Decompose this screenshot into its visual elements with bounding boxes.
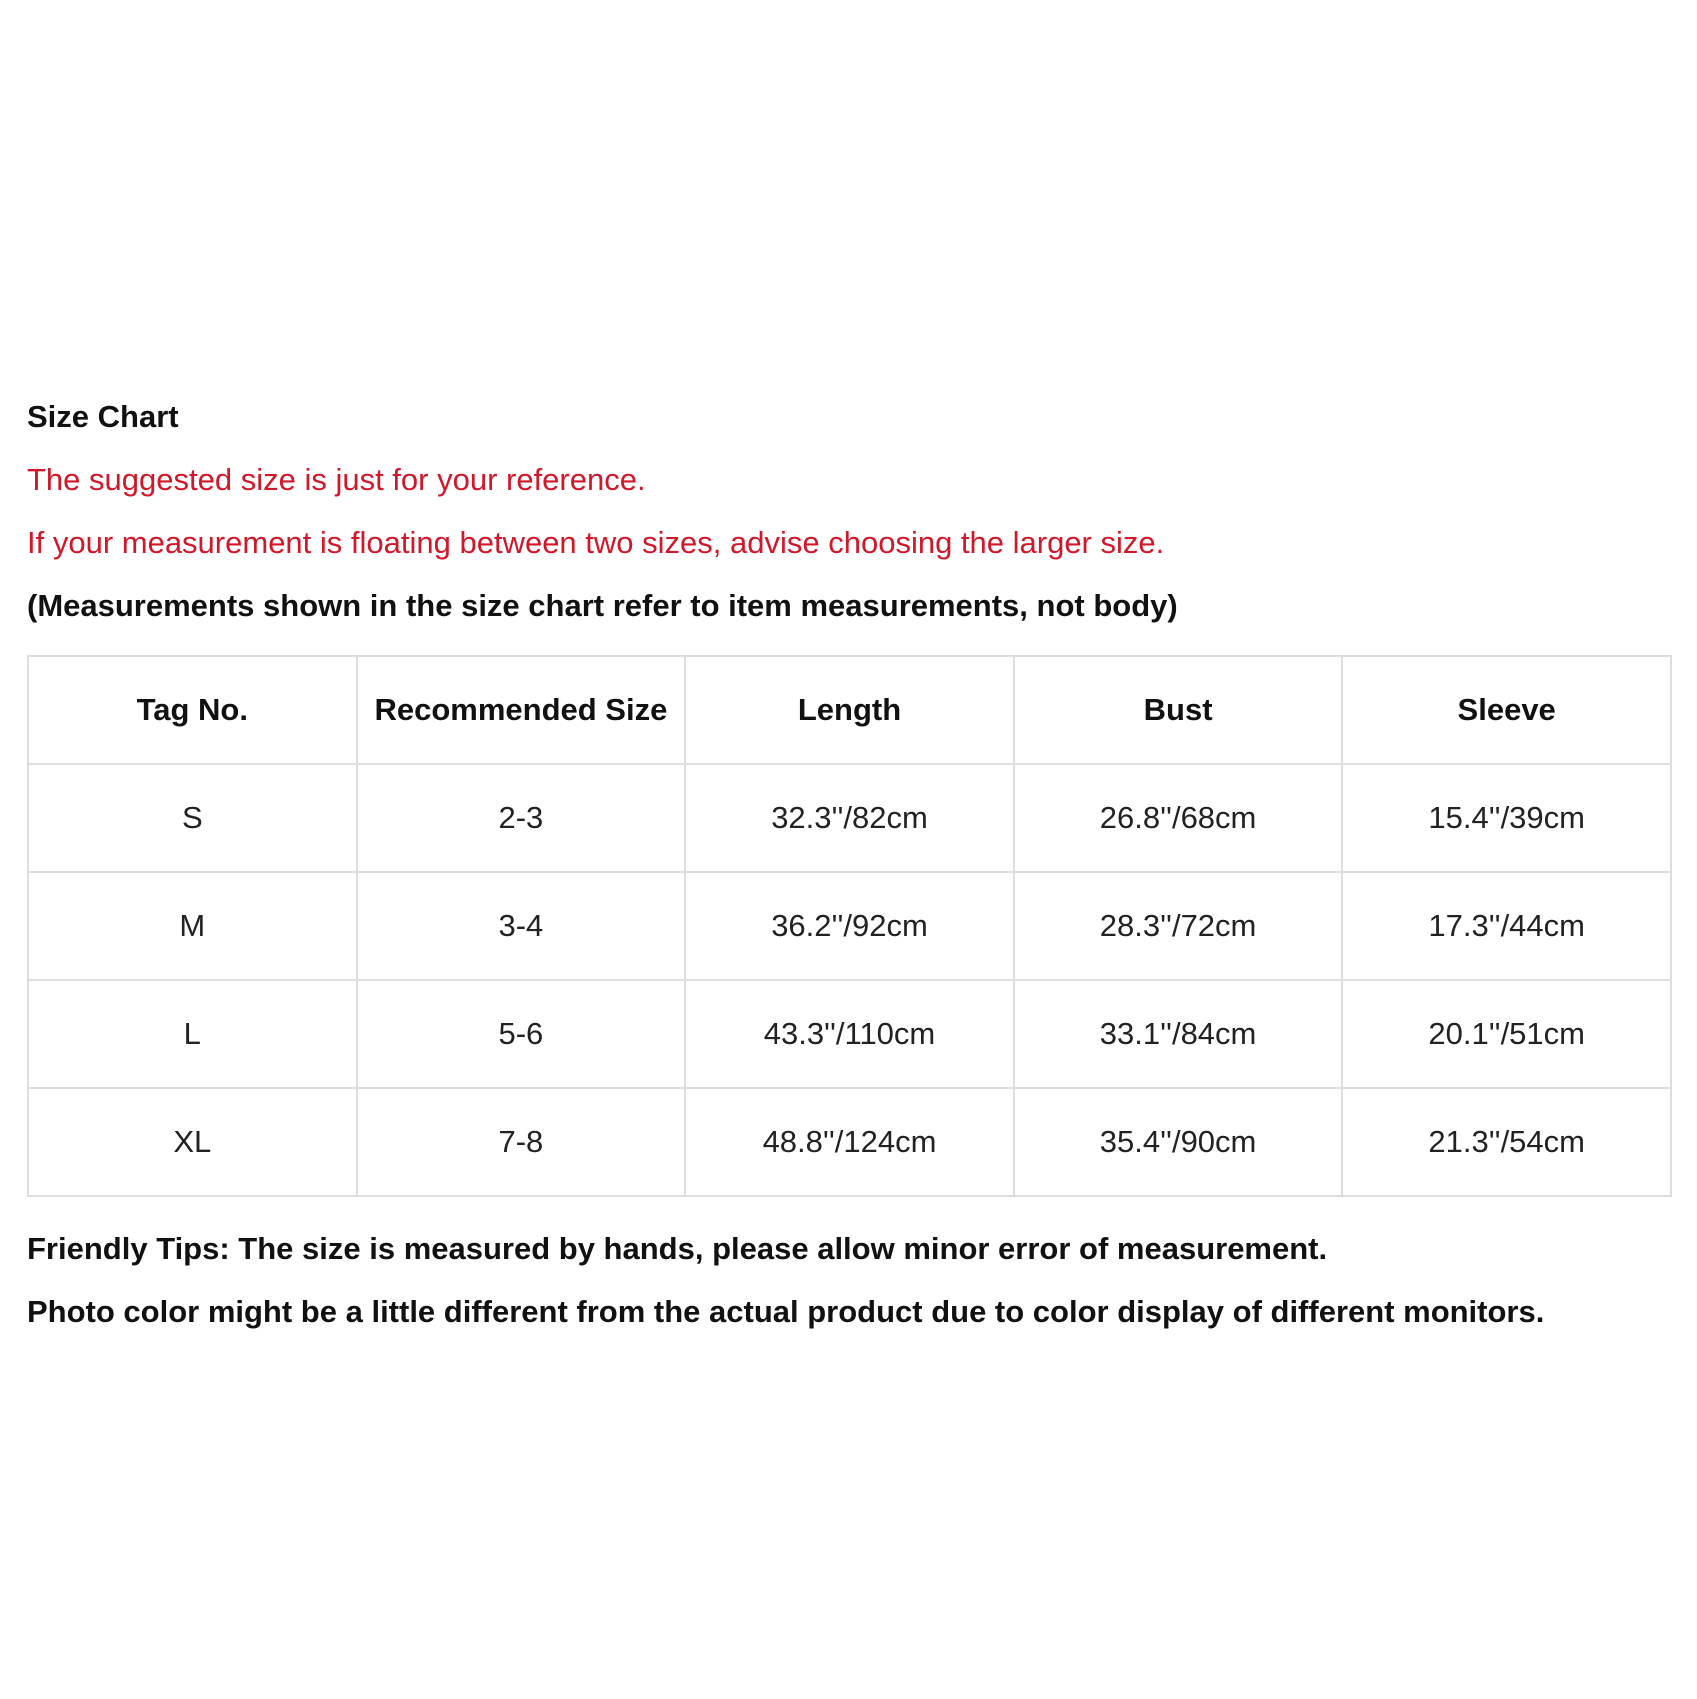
cell-sleeve: 20.1''/51cm: [1342, 980, 1671, 1088]
cell-tag: L: [28, 980, 357, 1088]
table-row: [28, 764, 1671, 872]
cell-recommended-size: 3-4: [357, 872, 686, 980]
size-chart-section: [27, 385, 1672, 1343]
tip-photo-color: Photo color might be a little different from the actual product due to color display of different monitors.: [27, 1294, 1545, 1329]
cell-sleeve: 15.4''/39cm: [1342, 764, 1671, 872]
cell-tag: S: [28, 764, 357, 872]
table-row: [28, 872, 1671, 980]
larger-size-note: If your measurement is floating between two sizes, advise choosing the larger size.: [27, 525, 1165, 560]
header-bust: Bust: [1014, 656, 1343, 764]
table-row: [28, 980, 1671, 1088]
cell-recommended-size: 2-3: [357, 764, 686, 872]
cell-sleeve: 21.3''/54cm: [1342, 1088, 1671, 1196]
cell-length: 32.3''/82cm: [685, 764, 1014, 872]
cell-length: 43.3''/110cm: [685, 980, 1014, 1088]
tip-measured-by-hands: Friendly Tips: The size is measured by hands, please allow minor error of measurement.: [27, 1231, 1328, 1266]
header-length: Length: [685, 656, 1014, 764]
table-row: [28, 1088, 1671, 1196]
cell-bust: 26.8''/68cm: [1014, 764, 1343, 872]
cell-recommended-size: 5-6: [357, 980, 686, 1088]
size-table: [27, 655, 1672, 1197]
header-recommended-size: Recommended Size: [357, 656, 686, 764]
cell-bust: 35.4''/90cm: [1014, 1088, 1343, 1196]
cell-tag: XL: [28, 1088, 357, 1196]
cell-length: 36.2''/92cm: [685, 872, 1014, 980]
header-sleeve: Sleeve: [1342, 656, 1671, 764]
reference-note: The suggested size is just for your reference.: [27, 462, 646, 497]
cell-length: 48.8''/124cm: [685, 1088, 1014, 1196]
friendly-tips: [27, 1217, 1672, 1343]
cell-bust: 33.1''/84cm: [1014, 980, 1343, 1088]
table-header-row: [28, 656, 1671, 764]
cell-sleeve: 17.3''/44cm: [1342, 872, 1671, 980]
cell-tag: M: [28, 872, 357, 980]
measurement-note: (Measurements shown in the size chart refer to item measurements, not body): [27, 588, 1178, 623]
header-tag-no: Tag No.: [28, 656, 357, 764]
cell-recommended-size: 7-8: [357, 1088, 686, 1196]
cell-bust: 28.3''/72cm: [1014, 872, 1343, 980]
size-chart-title: Size Chart: [27, 399, 179, 434]
